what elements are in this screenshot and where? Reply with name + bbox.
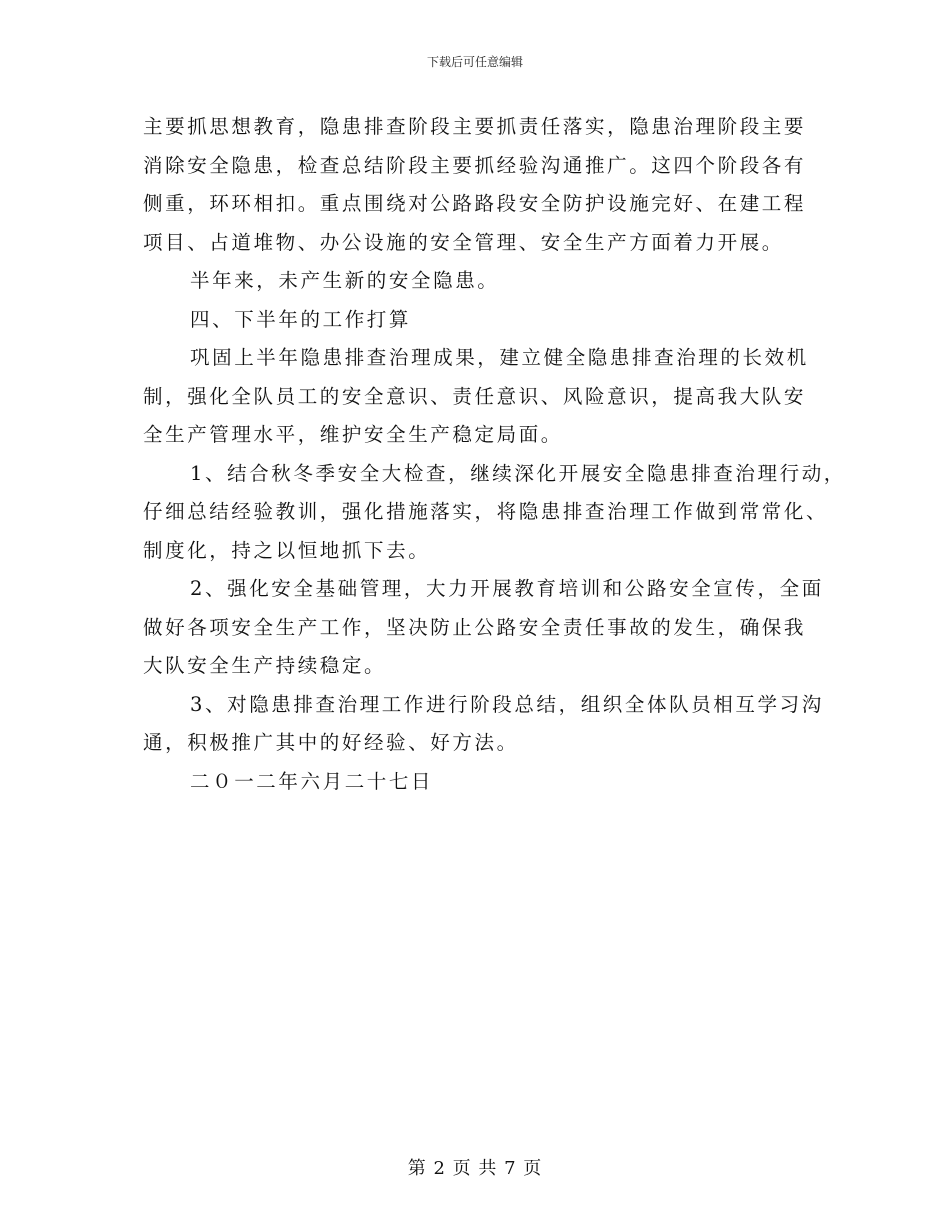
paragraph-line: 主要抓思想教育，隐患排查阶段主要抓责任落实，隐患治理阶段主要 (143, 115, 807, 138)
list-item-line: 制度化，持之以恒地抓下去。 (143, 538, 431, 562)
paragraph-line: 巩固上半年隐患排查治理成果，建立健全隐患排查治理的长效机 (190, 346, 809, 369)
list-item-line: 2、强化安全基础管理，大力开展教育培训和公路安全宣传，全面 (190, 577, 824, 600)
page-header: 下载后可任意编辑 (426, 55, 523, 69)
paragraph-line: 半年来，未产生新的安全隐患。 (190, 269, 500, 292)
paragraph-line: 全生产管理水平，维护安全生产稳定局面。 (143, 423, 563, 446)
paragraph-line: 侧重，环环相扣。重点围绕对公路路段安全防护设施完好、在建工程 (143, 192, 807, 215)
paragraph-line: 制，强化全队员工的安全意识、责任意识、风险意识，提高我大队安 (143, 384, 807, 408)
document-date: 二０一二年六月二十七日 (190, 769, 434, 793)
list-item-line: 仔细总结经验教训，强化措施落实，将隐患排查治理工作做到常常化、 (143, 500, 829, 523)
section-heading: 四、下半年的工作打算 (190, 307, 412, 331)
document-body (143, 108, 846, 801)
list-item-line: 大队安全生产持续稳定。 (143, 654, 387, 677)
list-item-line: 3、对隐患排查治理工作进行阶段总结，组织全体队员相互学习沟 (190, 692, 824, 716)
list-item-line: 做好各项安全生产工作，坚决防止公路安全责任事故的发生，确保我 (143, 615, 807, 639)
page-number-footer: 第 2 页 共 7 页 (407, 1158, 543, 1179)
list-item-line: 1、结合秋冬季安全大检查，继续深化开展安全隐患排查治理行动， (190, 461, 846, 485)
list-item-line: 通，积极推广其中的好经验、好方法。 (143, 731, 519, 754)
paragraph-line: 消除安全隐患，检查总结阶段主要抓经验沟通推广。这四个阶段各有 (143, 153, 807, 177)
paragraph-line: 项目、占道堆物、办公设施的安全管理、安全生产方面着力开展。 (143, 230, 784, 254)
